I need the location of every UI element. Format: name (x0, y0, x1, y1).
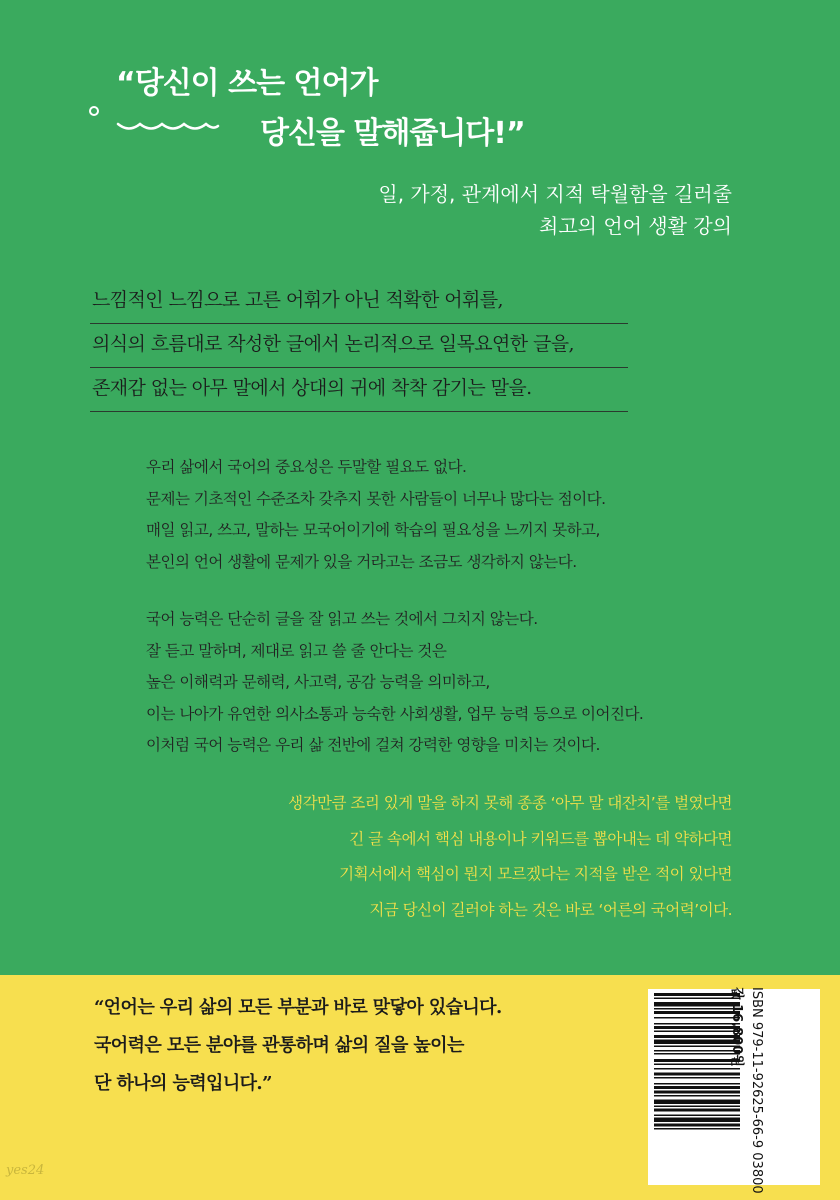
quote-line: 단 하나의 능력입니다.” (94, 1073, 272, 1094)
barcode-bar (654, 1077, 740, 1079)
barcode-bar (654, 1008, 740, 1010)
barcode-bar (654, 1035, 740, 1038)
barcode-bar (654, 1124, 740, 1127)
barcode-bar (654, 1118, 740, 1123)
ruled-line: 존재감 없는 아무 말에서 상대의 귀에 착착 감기는 말을. (90, 368, 628, 412)
barcode-bar (654, 1109, 740, 1112)
wave-decoration-icon (88, 100, 228, 140)
barcode-bar (654, 1046, 740, 1048)
highlight-line: 긴 글 속에서 핵심 내용이나 키워드를 뽑아내는 데 약하다면 (349, 829, 732, 848)
bottom-band (0, 975, 840, 1200)
highlight-line: 지금 당신이 길러야 하는 것은 바로 ‘어른의 국어력’이다. (369, 900, 732, 919)
paragraph-line: 이처럼 국어 능력은 우리 삶 전반에 걸쳐 강력한 영향을 미치는 것이다. (146, 736, 600, 754)
bottom-quote (94, 989, 502, 1103)
barcode-bar (654, 1068, 740, 1070)
paragraph-line: 높은 이해력과 문해력, 사고력, 공감 능력을 의미하고, (146, 673, 490, 691)
quote-line: “언어는 우리 삶의 모든 부분과 바로 맞닿아 있습니다. (94, 997, 502, 1018)
barcode-bar (654, 1128, 740, 1130)
barcode-bar (654, 1023, 740, 1025)
paragraph-line: 잘 듣고 말하며, 제대로 읽고 쓸 줄 안다는 것은 (146, 641, 447, 660)
barcode-bar (654, 993, 740, 996)
barcode-bar (654, 1064, 740, 1066)
barcode-bar (654, 1095, 740, 1097)
paragraph-line: 문제는 기초적인 수준조차 갖추지 못한 사람들이 너무나 많다는 점이다. (146, 489, 606, 508)
barcode-bar (654, 1040, 740, 1045)
ruled-lines-block (90, 280, 628, 412)
highlight-paragraph (288, 786, 732, 928)
highlight-line: 기획서에서 핵심이 뭔지 모르겠다는 지적을 받은 적이 있다면 (339, 865, 732, 883)
barcode-bar (654, 1115, 740, 1117)
paragraph-line: 이는 나아가 유연한 의사소통과 능숙한 사회생활, 업무 능력 등으로 이어진다. (146, 704, 644, 723)
subtitle-line-1: 일, 가정, 관계에서 지적 탁월함을 길러줄 (378, 182, 732, 206)
ruled-line: 느낌적인 느낌으로 고른 어휘가 아닌 적확한 어휘를, (90, 280, 628, 324)
paragraph-line: 본인의 언어 생활에 문제가 있을 거라고는 조금도 생각하지 않는다. (146, 552, 577, 571)
barcode-bar (654, 1106, 740, 1108)
quote-line: 국어력은 모든 분야를 관통하며 삶의 질을 높이는 (94, 1035, 464, 1056)
body-paragraph-1 (146, 452, 606, 578)
barcode-bar (654, 1002, 740, 1007)
headline-line-1: “당신이 쓰는 언어가 (116, 66, 378, 101)
barcode-bar (654, 1059, 740, 1062)
barcode-bar (654, 1011, 740, 1014)
barcode-bar (654, 1031, 740, 1033)
body-paragraph-2 (146, 604, 643, 762)
isbn-number: ISBN 979-11-92625-66-9 03800 (749, 987, 764, 1194)
price: 값 16,800원 (729, 987, 744, 1067)
barcode-bar (654, 1091, 740, 1094)
barcode-bar (654, 1053, 740, 1055)
wave-icon (118, 124, 218, 129)
barcode-bar (654, 1086, 740, 1089)
barcode-icon (654, 993, 740, 1181)
barcode-bar (654, 1100, 740, 1105)
highlight-line: 생각만큼 조리 있게 말을 하지 못해 종종 ‘아무 말 대잔치’를 벌였다면 (288, 794, 732, 812)
paragraph-line: 매일 읽고, 쓰고, 말하는 모국어이기에 학습의 필요성을 느끼지 못하고, (146, 521, 600, 539)
subtitle-line-2: 최고의 언어 생활 강의 (539, 214, 732, 238)
barcode-bar (654, 1083, 740, 1085)
paragraph-line: 우리 삶에서 국어의 중요성은 두말할 필요도 없다. (146, 458, 467, 476)
barcode-bar (654, 1073, 740, 1076)
watermark: yes24 (6, 1163, 45, 1178)
headline-line-2: 당신을 말해줍니다!” (260, 116, 525, 151)
ruled-line: 의식의 흐름대로 작성한 글에서 논리적으로 일목요연한 글을, (90, 324, 628, 368)
barcode-bar (654, 1017, 740, 1019)
barcode-bar (654, 1050, 740, 1052)
paragraph-line: 국어 능력은 단순히 글을 잘 읽고 쓰는 것에서 그치지 않는다. (146, 610, 538, 628)
barcode-bar (654, 1026, 740, 1029)
barcode-bar (654, 998, 740, 1000)
circle-icon (90, 107, 98, 115)
